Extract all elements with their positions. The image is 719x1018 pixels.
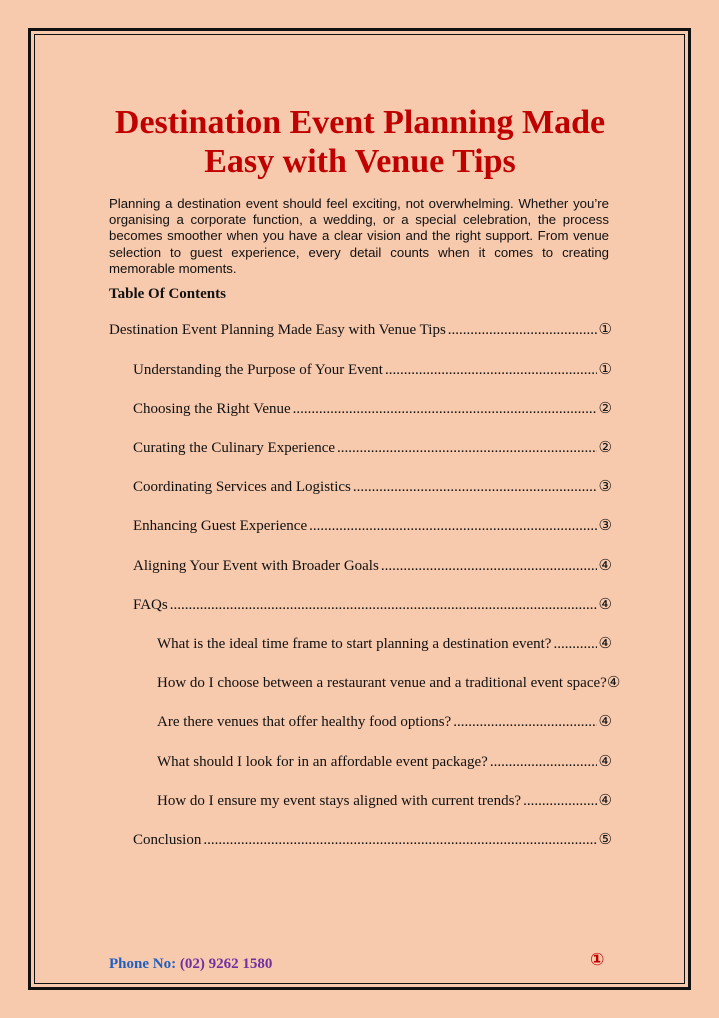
toc-page-number: ③ [598,477,612,495]
title-line-1: Destination Event Planning Made [114,104,606,141]
toc-page-number: ② [598,438,612,456]
phone-label: Phone No: [109,956,177,972]
phone-number[interactable]: (02) 9262 1580 [179,956,273,972]
toc-entry[interactable]: Aligning Your Event with Broader Goals ..... ④ [133,555,612,575]
toc-page-number: ① [598,320,612,338]
toc-page-number: ④ [598,712,612,730]
toc-entry[interactable]: Understanding the Purpose of Your Event ..... ① [133,359,612,379]
toc-page-number: ④ [598,556,612,574]
page-number: ① [590,950,605,970]
toc-page-number: ④ [598,595,612,613]
toc-entry[interactable]: Destination Event Planning Made Easy with Venue Tips ..... ① [109,319,612,339]
title-line-2: Easy with Venue Tips [204,143,516,180]
toc-entry[interactable]: Enhancing Guest Experience ..... ③ [133,515,612,535]
toc-entry[interactable]: Are there venues that offer healthy food options? ..... ④ [157,711,612,731]
toc-entry[interactable]: FAQs ..... ④ [133,594,612,614]
toc-entry[interactable]: How do I choose between a restaurant venue and a traditional event space? ④ [157,673,621,691]
toc-page-number: ④ [598,791,612,809]
intro-paragraph: Planning a destination event should feel exciting, not overwhelming. Whether you’re organising a corporate function, a wedding, or a special celebration, the process becomes smoother when you have a clear vision and the right support. From venue selection to guest experience, every detail counts when it comes to creating memorable moments. [109,196,609,276]
toc-page-number: ① [598,360,612,378]
document-title [60,103,660,181]
toc-entry[interactable]: Coordinating Services and Logistics ..... ③ [133,476,612,496]
toc-entry[interactable]: Choosing the Right Venue ..... ② [133,398,612,418]
toc-page-number: ② [598,399,612,417]
toc-page-number: ④ [598,752,612,770]
toc-page-number: ④ [606,673,621,691]
toc-entry[interactable]: How do I ensure my event stays aligned with current trends? ..... ④ [157,790,612,810]
toc-page-number: ④ [598,634,612,652]
toc-entry[interactable]: Conclusion ..... ⑤ [133,829,612,849]
toc-entry[interactable]: What is the ideal time frame to start planning a destination event? ..... ④ [157,633,612,653]
toc-page-number: ⑤ [598,830,612,848]
footer-phone [109,956,272,973]
toc-page-number: ③ [598,516,612,534]
toc-entry[interactable]: Curating the Culinary Experience ..... ② [133,437,612,457]
toc-entry[interactable]: What should I look for in an affordable event package? ..... ④ [157,751,612,771]
toc-heading: Table Of Contents [109,286,226,302]
